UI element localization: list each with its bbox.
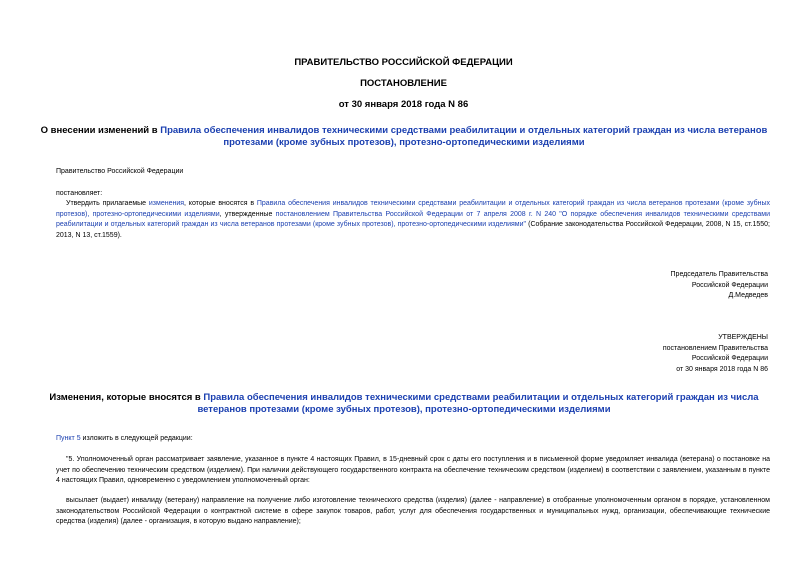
decree-240-link[interactable]: постановлением Правительства Российской Федерации от 7 апреля 2008 г. N 240 "О порядке обеспечения инвалидов техническими средствами реабилитации и отдельных категорий граждан из числа ветеранов протезами (кроме зубных протезов), протезно-ортопедическими изделиями" bbox=[56, 210, 771, 229]
approve-paragraph bbox=[56, 199, 770, 241]
point-5-paragraph-1: "5. Уполномоченный орган рассматривает заявление, указанное в пункте 4 настоящих Правил, в 15-дневный срок с даты его поступления и в письменной форме уведомляет инвалида (ветерана) о постановке на учет по обеспечению техническим средством (изделием). При наличии действующего государственного контракта на обеспечение техническим средством (изделием) в соответствии с заявлением, указанным в пункте 4 настоящих Правил, одновременно с уведомлением уполномоченный орган: bbox=[56, 456, 770, 485]
resolves-line: постановляет: bbox=[56, 190, 103, 197]
changes-link[interactable]: изменения bbox=[148, 200, 185, 207]
changes-title-prefix: Изменения, которые вносятся в bbox=[49, 392, 204, 403]
point-text: изложить в следующей редакции: bbox=[80, 435, 193, 442]
government-line: Правительство Российской Федерации bbox=[56, 168, 184, 175]
point-line bbox=[56, 434, 193, 445]
title-prefix: О внесении изменений в bbox=[40, 125, 161, 136]
signature-block bbox=[500, 270, 768, 302]
rules-link[interactable]: Правила обеспечения инвалидов техническими средствами реабилитации и отдельных категорий граждан из числа ветеранов протезами (кроме зубных протезов), протезно-ортопедическими изделиями bbox=[56, 200, 770, 218]
approved-line-3: Российской Федерации bbox=[691, 355, 768, 363]
changes-title bbox=[30, 392, 778, 416]
point-5-link[interactable]: Пункт 5 bbox=[56, 435, 81, 442]
point-5-paragraph-2: высылает (выдает) инвалиду (ветерану) направление на получение либо изготовление технического средства (изделия) (далее - направление) в отобранные уполномоченным органом в порядке, установленном законодательством Российской Федерации о контрактной системе в сфере закупок товаров, работ, услуг для обеспечения государственных и муниципальных нужд, организации, обеспечивающие технические средства (изделия) (далее - организация, в которую выдано направление); bbox=[56, 497, 770, 526]
approve-text-3: , утвержденные bbox=[219, 210, 276, 218]
signature-line-3: Д.Медведев bbox=[728, 292, 768, 300]
document-title bbox=[30, 125, 778, 149]
approved-block bbox=[500, 333, 768, 375]
changes-title-rules-link[interactable]: Правила обеспечения инвалидов техническими средствами реабилитации и отдельных категорий граждан из числа ветеранов протезами (кроме зубных протезов), протезно-ортопедическими изделиями bbox=[197, 392, 759, 415]
header-doc-type: ПОСТАНОВЛЕНИЕ bbox=[360, 78, 447, 89]
signature-line-2: Российской Федерации bbox=[691, 281, 768, 289]
signature-line-1: Председатель Правительства bbox=[670, 271, 768, 278]
approved-line-2: постановлением Правительства bbox=[662, 344, 768, 352]
title-rules-link[interactable]: Правила обеспечения инвалидов техническими средствами реабилитации и отдельных категорий граждан из числа ветеранов протезами (кроме зубных протезов), протезно-ортопедическими изделиями bbox=[160, 125, 768, 148]
header-date-number: от 30 января 2018 года N 86 bbox=[338, 99, 469, 110]
header-org: ПРАВИТЕЛЬСТВО РОССИЙСКОЙ ФЕДЕРАЦИИ bbox=[294, 57, 513, 68]
approved-line-1: УТВЕРЖДЕНЫ bbox=[718, 334, 768, 341]
approve-text-2: , которые вносятся в bbox=[184, 200, 257, 207]
approve-text-4: (Собрание законодательства Российской Федерации, 2008, N 15, ст.1550; 2013, N 13, ст.1559). bbox=[56, 221, 770, 239]
approved-line-4: от 30 января 2018 года N 86 bbox=[676, 365, 768, 373]
approve-text-1: Утвердить прилагаемые bbox=[66, 200, 149, 207]
